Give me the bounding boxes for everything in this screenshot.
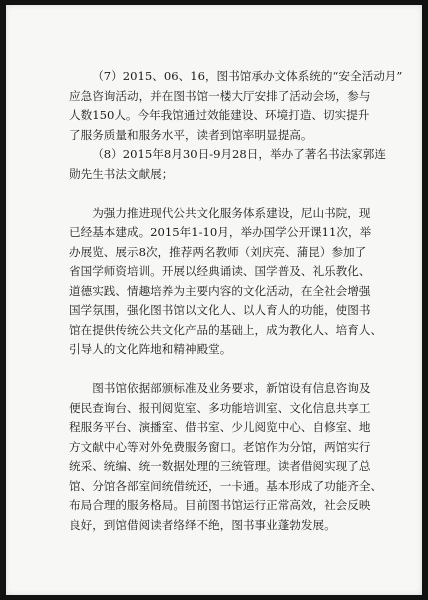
text-line: （8）2015年8月30日-9月28日，举办了著名书法家郭连 xyxy=(92,147,386,161)
text-line: 应急咨询活动，并在图书馆一楼大厅安排了活动会场，参与 xyxy=(69,88,371,103)
text-line: 馆、分馆各部室间统借统还，一卡通。基本形成了功能齐全、 xyxy=(69,478,383,493)
text-line: 图书馆依据部颁标准及业务要求，新馆设有信息咨询及 xyxy=(92,381,371,395)
document-page xyxy=(6,5,422,595)
paragraph-library-services xyxy=(69,379,383,535)
text-line: 统采、统编、统一数据处理的三统管理。读者借阅实现了总 xyxy=(69,459,371,473)
document-body xyxy=(69,67,403,535)
paragraph-nishan-academy xyxy=(69,204,383,360)
text-line: 方文献中心等对外免费服务窗口。老馆作为分馆，两馆实行 xyxy=(69,439,371,454)
text-line: （7）2015、06、16，图书馆承办文体系统的“安全活动月” xyxy=(92,69,403,83)
text-line: 程服务平台、演播室、借书室、少儿阅览中心、自修室、地 xyxy=(69,420,371,434)
text-line: 布局合理的服务格局。目前图书馆运行正常高效，社会反映 xyxy=(69,498,371,512)
text-line: 引导人的文化阵地和精神殿堂。 xyxy=(69,342,232,356)
text-line: 人数150人。今年我馆通过效能建设、环境打造、切实提升 xyxy=(69,108,370,122)
paragraph-spacer xyxy=(69,360,377,380)
text-line: 馆在提供传统公共文化产品的基础上，成为教化人、培育人、 xyxy=(69,322,383,337)
text-line: 了服务质量和服务水平，读者到馆率明显提高。 xyxy=(69,127,313,142)
text-line: 道德实践、情趣培养为主要内容的文化活动，在全社会增强 xyxy=(69,283,371,298)
paragraph-spacer xyxy=(69,184,377,204)
text-line: 办展览、展示8次，推荐两名教师（刘庆亮、蒲昆）参加了 xyxy=(69,244,367,259)
text-line: 良好，到馆借阅读者络绎不绝，图书事业蓬勃发展。 xyxy=(69,517,336,532)
paragraph-item-7 xyxy=(69,67,403,145)
text-line: 为强力推进现代公共文化服务体系建设，尼山书院，现 xyxy=(92,205,371,220)
text-line: 勋先生书法文献展； xyxy=(69,166,174,181)
text-line: 已经基本建成。2015年1-10月，举办国学公开课11次，举 xyxy=(69,225,372,239)
text-line: 便民查询台、报刊阅览室、多功能培训室、文化信息共享工 xyxy=(69,400,371,415)
text-line: 国学氛围，强化图书馆以文化人、以人育人的功能，使图书 xyxy=(69,303,371,317)
text-line: 省国学师资培训。开展以经典诵读、国学普及、礼乐教化、 xyxy=(69,264,371,278)
paragraph-item-8 xyxy=(69,145,386,184)
